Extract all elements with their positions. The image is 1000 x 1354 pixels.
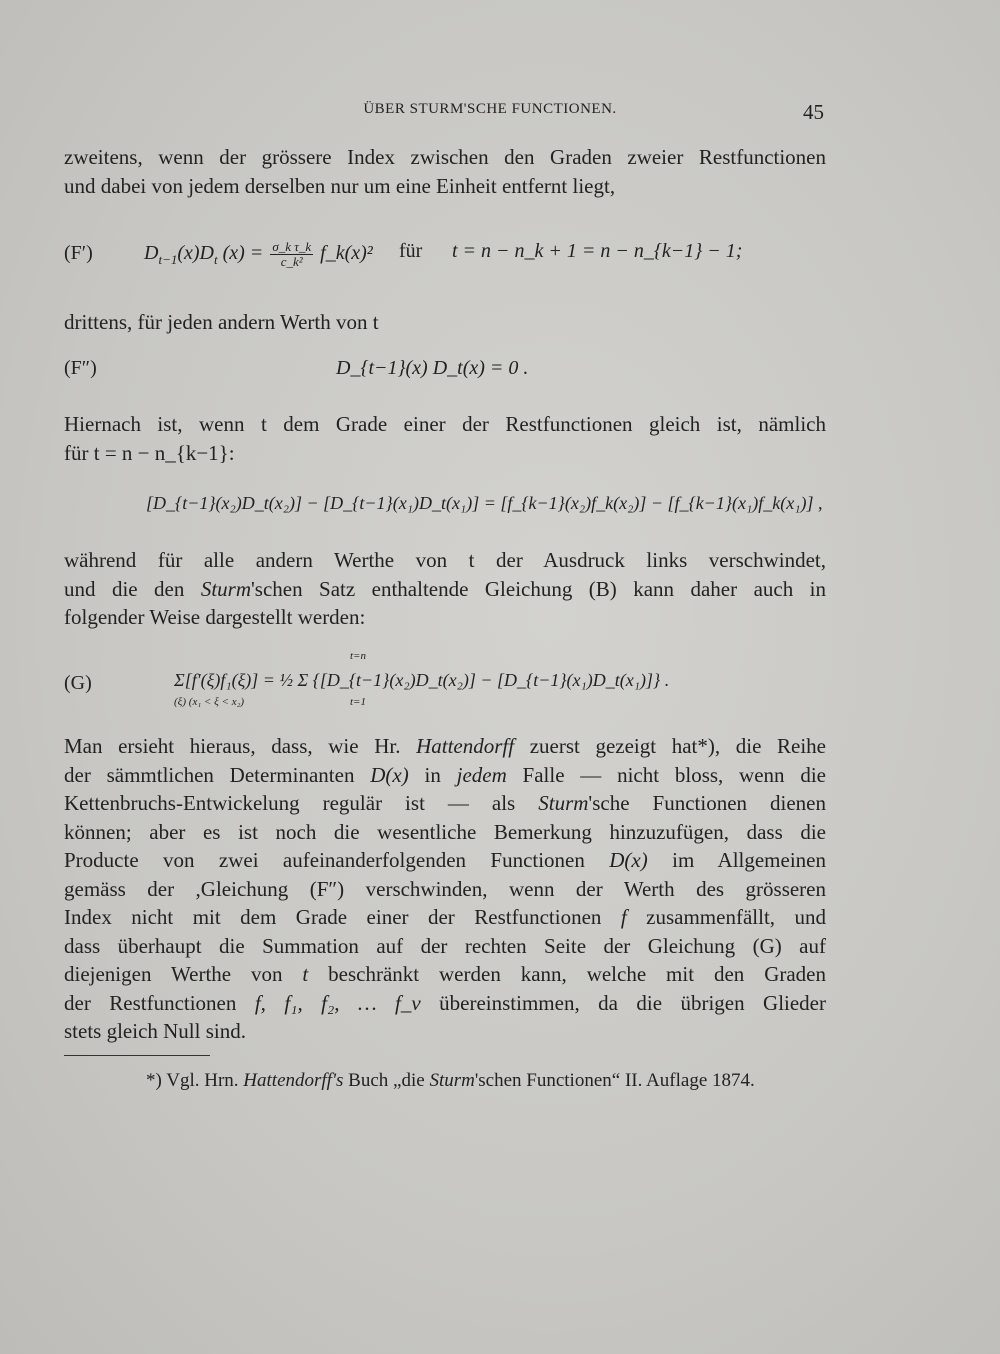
text-run: im Allgemeinen [647, 848, 826, 872]
text-run: in [408, 762, 457, 787]
text-emphasis: D(x) [609, 848, 648, 872]
text-emphasis: Sturm [200, 576, 251, 601]
equation-f-double-prime [64, 357, 826, 397]
text-run: 'sche Functionen dienen [588, 791, 826, 815]
text-line [64, 575, 826, 604]
text-emphasis: t [302, 962, 309, 986]
text-emphasis: Sturm [538, 791, 589, 815]
text-run: 'schen Satz enthaltende Gleichung (B) kann daher auch in [251, 576, 826, 601]
equation-body: [D_{t−1}(x₂)D_t(x₂)] − [D_{t−1}(x₁)D_t(x₁)] = [f_{k−1}(x₂)f_k(x₂)] − [f_{k−1}(x₁)f_k(x₁)] , [146, 493, 823, 513]
text-line: während für alle andern Werthe von t der Ausdruck links verschwindet, [64, 548, 826, 572]
eq-subscript: t [213, 252, 218, 268]
equation-label: (F″) [64, 357, 97, 379]
equation-g [64, 650, 826, 710]
eq-condition: t = n − n_k + 1 = n − n_{k−1} − 1; [452, 240, 743, 262]
text-line [64, 761, 826, 790]
text-emphasis: jedem [456, 762, 507, 787]
text-line: für t = n − n_{k−1}: [64, 440, 235, 465]
text-line: Hiernach ist, wenn t dem Grade einer der Restfunctionen gleich ist, nämlich [64, 412, 826, 436]
running-head: ÜBER STURM'SCHE FUNCTIONEN. [363, 101, 617, 117]
eq-word-fuer: für [399, 240, 423, 262]
fraction-numerator: σ_k τ_k [272, 239, 312, 254]
sum-upper-limit: t=n [350, 650, 366, 662]
text-line: drittens, für jeden andern Werth von t [64, 310, 379, 334]
text-line: und dabei von jedem derselben nur um eine Einheit entfernt liegt, [64, 173, 616, 198]
equation-body: Σ[f′(ξ)f₁(ξ)] = ½ Σ {[D_{t−1}(x₂)D_t(x₂)] − [D_{t−1}(x₁)D_t(x₁)]} . [174, 670, 670, 690]
eq-term: (x) = [222, 242, 264, 265]
text-run: Kettenbruchs-Entwickelung regulär ist — als [64, 791, 539, 815]
text-run: der sämmtlichen Determinanten [64, 762, 371, 787]
text-emphasis: f [620, 905, 627, 929]
sum-lower-limit-right: t=1 [350, 696, 366, 708]
equation-label: (F′) [64, 242, 93, 264]
text-run: 'schen Functionen“ II. Auflage 1874. [474, 1070, 755, 1091]
equation-f-prime [64, 240, 826, 280]
text-line [64, 846, 826, 875]
text-line: können; aber es ist noch die wesentliche Bemerkung hinzuzufügen, dass die [64, 819, 826, 844]
text-line: folgender Weise dargestellt werden: [64, 605, 366, 629]
text-run: Buch „die [343, 1070, 430, 1091]
equation-label: (G) [64, 672, 92, 694]
text-line: zweitens, wenn der grössere Index zwischen den Graden zweier Restfunctionen [64, 145, 826, 169]
equation-body: D_{t−1}(x) D_t(x) = 0 . [336, 357, 529, 379]
text-line [64, 903, 826, 932]
eq-fraction [270, 240, 313, 269]
text-line: stets gleich Null sind. [64, 1019, 246, 1043]
text-run: Producte von zwei aufeinanderfolgenden Functionen [64, 848, 610, 872]
text-run: Index nicht mit dem Grade einer der Restfunctionen [64, 905, 621, 929]
eq-term: (x)D [177, 242, 214, 265]
footnote-divider [64, 1055, 210, 1056]
text-run: Falle — nicht bloss, wenn die [506, 762, 826, 787]
eq-term: D [144, 242, 159, 265]
paragraph-3 [64, 410, 826, 467]
paragraph-2 [64, 308, 826, 337]
eq-subscript: t−1 [158, 252, 178, 268]
text-run: Man ersieht hieraus, dass, wie Hr. [64, 734, 417, 758]
text-emphasis: Hattendorff's [243, 1070, 344, 1091]
footnote [146, 1070, 755, 1092]
equation-difference [64, 493, 826, 533]
text-line: dass überhaupt die Summation auf der rechten Seite der Gleichung (G) auf [64, 933, 826, 958]
text-run: der Restfunctionen [64, 990, 255, 1015]
paragraph-4 [64, 546, 826, 632]
text-emphasis: Hattendorff [416, 734, 515, 758]
text-line: gemäss der ,Gleichung (F″) verschwinden, wenn der Werth des grösseren [64, 876, 826, 901]
text-run: übereinstimmen, da die übrigen Glieder [420, 990, 827, 1015]
text-run: *) Vgl. Hrn. [146, 1070, 244, 1091]
text-run: zuerst gezeigt hat*), die Reihe [514, 734, 826, 758]
fraction-denominator: c_k² [280, 254, 303, 269]
text-run: zusammenfällt, und [626, 905, 826, 929]
text-emphasis: Sturm [429, 1070, 475, 1091]
text-line [64, 960, 826, 989]
sum-lower-limit-left: (ξ) (x₁ < ξ < x₂) [174, 696, 245, 708]
text-run: und die den [64, 576, 201, 601]
text-run: beschränkt werden kann, welche mit den Graden [308, 962, 826, 986]
text-line [64, 989, 826, 1018]
equation-body [144, 240, 373, 269]
text-emphasis: D(x) [370, 762, 409, 787]
paragraph-1 [64, 143, 826, 200]
page-number: 45 [803, 100, 824, 124]
text-line [64, 789, 826, 818]
text-emphasis: f, f₁, f₂, … f_ν [254, 990, 421, 1015]
text-run: diejenigen Werthe von [64, 962, 303, 986]
paragraph-5 [64, 732, 826, 1046]
text-line [64, 732, 826, 761]
eq-term: f_k(x)² [320, 242, 373, 265]
